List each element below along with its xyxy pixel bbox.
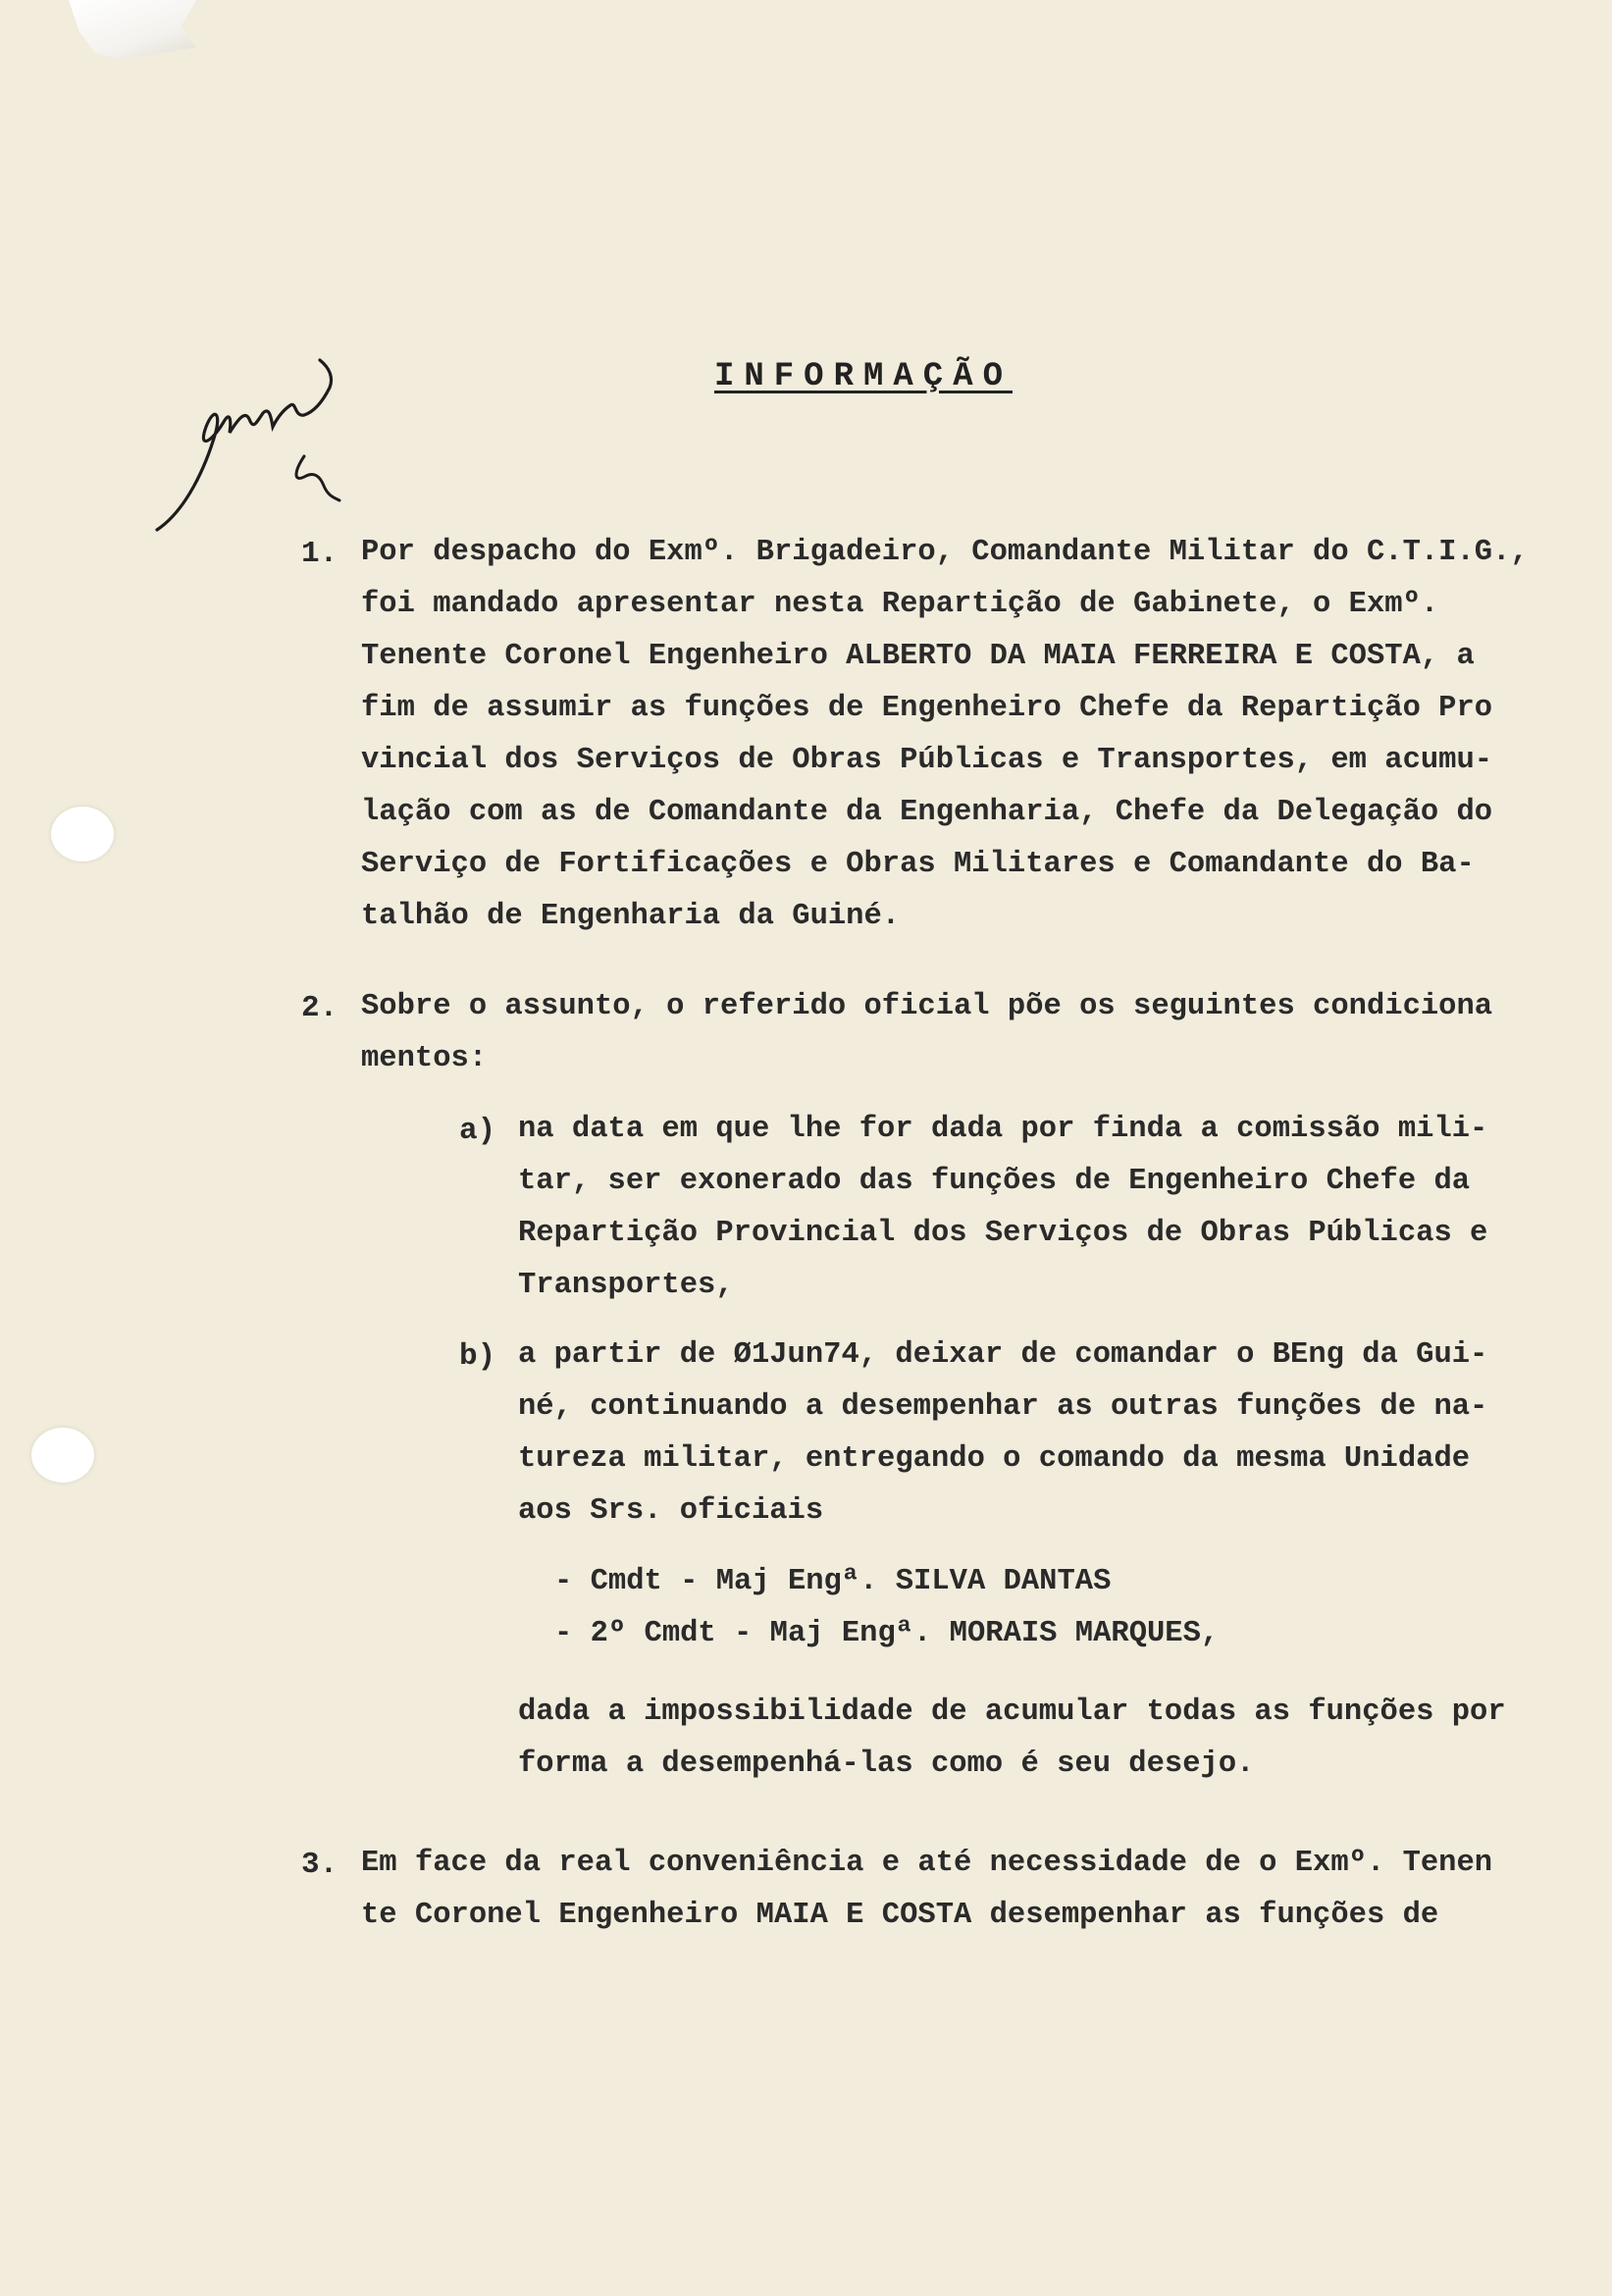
paragraph-1-line-6: lação com as de Comandante da Engenharia, Chefe da Delegação do bbox=[361, 796, 1493, 829]
paragraph-1-line-8: talhão de Engenharia da Guiné. bbox=[361, 900, 901, 933]
item-b-marker: b) bbox=[459, 1339, 496, 1374]
paragraph-1-line-7: Serviço de Fortificações e Obras Militares e Comandante do Ba- bbox=[361, 848, 1475, 881]
handwritten-signature bbox=[147, 339, 392, 545]
item-b-closing-line-1: dada a impossibilidade de acumular todas as funções por bbox=[518, 1696, 1506, 1729]
item-a-marker: a) bbox=[459, 1114, 496, 1148]
paragraph-1-line-1: Por despacho do Exmº. Brigadeiro, Comandante Militar do C.T.I.G., bbox=[361, 536, 1529, 569]
punch-hole-top bbox=[51, 807, 114, 861]
paragraph-2-line-2: mentos: bbox=[361, 1042, 488, 1075]
paragraph-2-number: 2. bbox=[301, 991, 338, 1025]
paragraph-1-line-2: foi mandado apresentar nesta Repartição de Gabinete, o Exmº. bbox=[361, 588, 1439, 621]
torn-corner bbox=[69, 0, 196, 77]
document-title: INFORMAÇÃO bbox=[713, 358, 1014, 395]
item-a-line-4: Transportes, bbox=[518, 1269, 734, 1302]
item-a-line-3: Repartição Provincial dos Serviços de Obras Públicas e bbox=[518, 1217, 1488, 1250]
paragraph-1-line-3: Tenente Coronel Engenheiro ALBERTO DA MAIA FERREIRA E COSTA, a bbox=[361, 640, 1475, 673]
paragraph-2-line-1: Sobre o assunto, o referido oficial põe os seguintes condiciona bbox=[361, 990, 1493, 1023]
item-a-line-1: na data em que lhe for dada por finda a comissão mili- bbox=[518, 1113, 1488, 1146]
paragraph-3-number: 3. bbox=[301, 1848, 338, 1882]
paragraph-3-line-2: te Coronel Engenheiro MAIA E COSTA desempenhar as funções de bbox=[361, 1899, 1439, 1932]
paragraph-1-line-4: fim de assumir as funções de Engenheiro Chefe da Repartição Pro bbox=[361, 692, 1493, 725]
officer-2: - 2º Cmdt - Maj Engª. MORAIS MARQUES, bbox=[554, 1617, 1220, 1650]
item-b-closing-line-2: forma a desempenhá-las como é seu desejo. bbox=[518, 1748, 1255, 1781]
item-b-line-4: aos Srs. oficiais bbox=[518, 1494, 824, 1528]
punch-hole-bottom bbox=[31, 1428, 94, 1483]
item-b-line-2: né, continuando a desempenhar as outras funções de na- bbox=[518, 1390, 1488, 1424]
paragraph-1-line-5: vincial dos Serviços de Obras Públicas e Transportes, em acumu- bbox=[361, 744, 1493, 777]
paragraph-1-number: 1. bbox=[301, 537, 338, 571]
item-b-line-1: a partir de Ø1Jun74, deixar de comandar o BEng da Gui- bbox=[518, 1338, 1488, 1372]
officer-1: - Cmdt - Maj Engª. SILVA DANTAS bbox=[554, 1565, 1112, 1598]
item-b-line-3: tureza militar, entregando o comando da mesma Unidade bbox=[518, 1442, 1471, 1476]
paragraph-3-line-1: Em face da real conveniência e até necessidade de o Exmº. Tenen bbox=[361, 1847, 1493, 1880]
item-a-line-2: tar, ser exonerado das funções de Engenheiro Chefe da bbox=[518, 1165, 1471, 1198]
